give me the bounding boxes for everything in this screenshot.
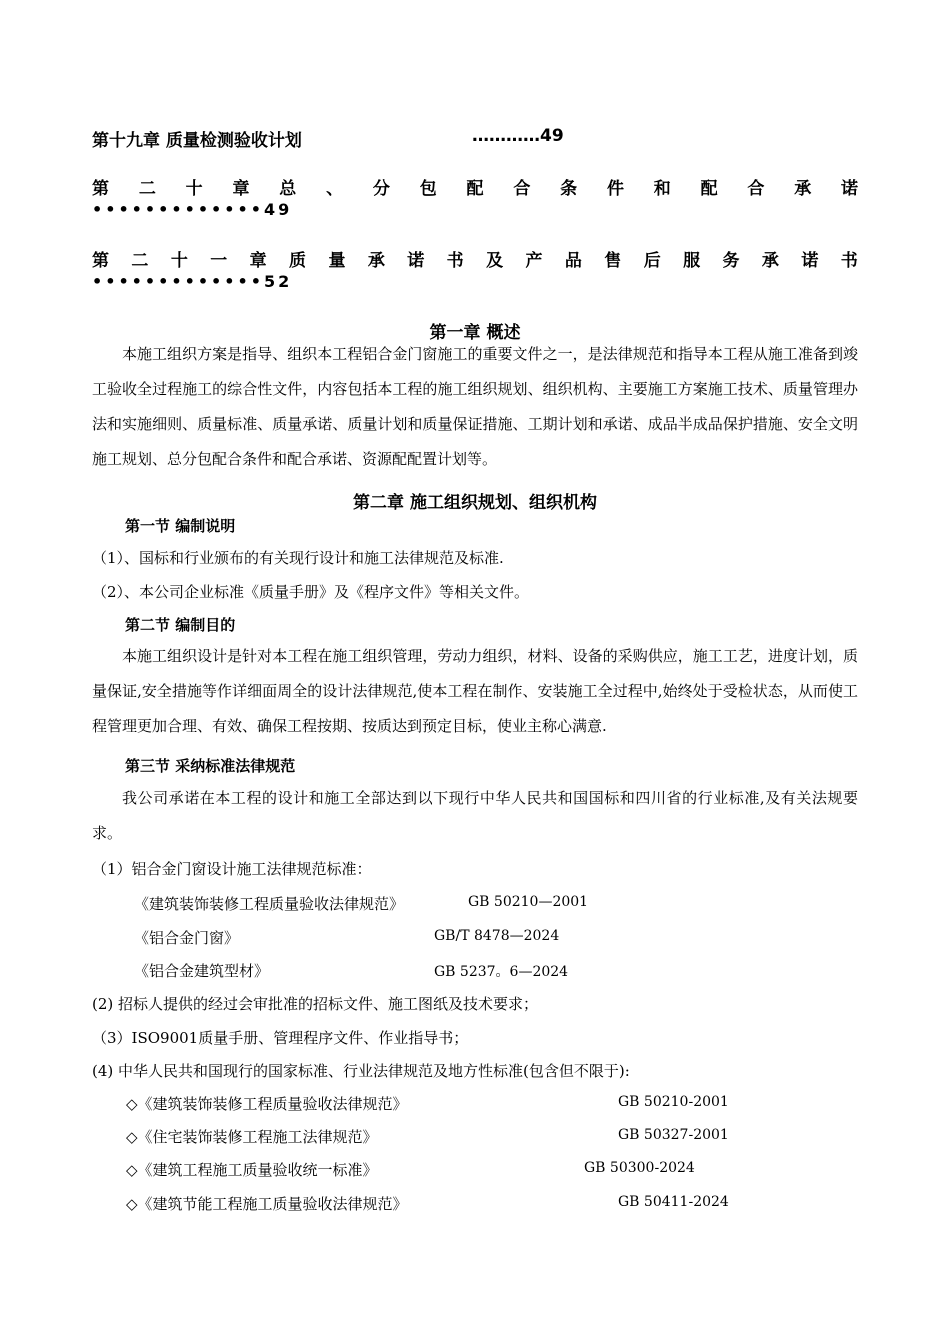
chapter1-title: 第一章 概述 [429, 323, 521, 343]
std1-name-2: 《铝合金门窗》 [134, 929, 240, 947]
ch20-title-char: 承 [794, 179, 812, 199]
ch21-title-char: 及 [486, 251, 504, 271]
section3-item-4: (4) 中华人民共和国现行的国家标准、行业法律规范及地方性标准(包含但不限于): [92, 1062, 630, 1080]
ch21-title-char: 后 [643, 251, 661, 271]
ch21-title-char: 诺 [801, 251, 819, 271]
ch21-title-char: 产 [525, 251, 543, 271]
toc-entry-ch21-page: •••••••••••••52 [92, 272, 293, 291]
std2-name-4: ◇《建筑节能工程施工质量验收法律规范》 [126, 1195, 408, 1213]
ch20-title-char: 配 [700, 179, 718, 199]
ch20-title-char: 包 [419, 179, 437, 199]
std2-name-2: ◇《住宅装饰装修工程施工法律规范》 [126, 1128, 378, 1146]
ch21-title-char: 量 [328, 251, 346, 271]
ch21-title-char: 承 [367, 251, 385, 271]
std1-name-3: 《铝合金建筑型材》 [134, 962, 270, 980]
ch21-title-char: 章 [249, 251, 267, 271]
ch20-title-char: 配 [466, 179, 484, 199]
section1-item-1: （1）、国标和行业颁布的有关现行设计和施工法律规范及标准. [92, 549, 504, 567]
ch21-title-char: 书 [446, 251, 464, 271]
ch20-title-char: 十 [185, 179, 203, 199]
ch21-title-char: 一 [210, 251, 228, 271]
ch21-title-char: 质 [289, 251, 307, 271]
ch20-title-char: 条 [560, 179, 578, 199]
std1-code-2: GB/T 8478—2024 [434, 928, 560, 944]
std1-name-1: 《建筑装饰装修工程质量验收法律规范》 [134, 895, 405, 913]
section2-body: 本施工组织设计是针对本工程在施工组织管理，劳动力组织，材料、设备的采购供应，施工工艺，进度计划，质量保证,安全措施等作详细面周全的设计法律规范,使本工程在制作、安装施工全过程中,始终处于受检状态，从而使工程管理更加合理、有效、确保工程按期、按质达到预定目标，使业主称心满意. [92, 647, 858, 735]
ch20-title-char: 章 [232, 179, 250, 199]
ch21-title-char: 售 [604, 251, 622, 271]
section3-body: 我公司承诺在本工程的设计和施工全部达到以下现行中华人民共和国国标和四川省的行业标准,及有关法规要求。 [92, 789, 858, 842]
toc-entry-ch20-page: •••••••••••••49 [92, 200, 293, 219]
chapter2-title: 第二章 施工组织规划、组织机构 [353, 493, 597, 513]
std2-code-4: GB 50411-2024 [618, 1194, 729, 1210]
ch21-title-char: 第 [92, 251, 109, 271]
section3-title: 第三节 采纳标准法律规范 [125, 757, 296, 775]
ch20-title-char: 和 [653, 179, 671, 199]
section2-title: 第二节 编制目的 [125, 616, 236, 634]
ch20-title-char: 二 [138, 179, 156, 199]
toc-entry-ch19-title: 第十九章 质量检测验收计划 [92, 131, 302, 151]
ch20-title-char: 合 [747, 179, 765, 199]
section3-item-3: （3）ISO9001质量手册、管理程序文件、作业指导书； [92, 1029, 469, 1047]
toc-entry-ch20-title [92, 174, 858, 199]
toc-entry-ch19-page: …………49 [472, 126, 564, 146]
ch21-title-char: 承 [761, 251, 779, 271]
ch21-title-char: 务 [722, 251, 740, 271]
section3-item-2: (2) 招标人提供的经过会审批准的招标文件、施工图纸及技术要求； [92, 995, 539, 1013]
ch21-title-char: 书 [840, 251, 858, 271]
ch20-title-char: 合 [513, 179, 531, 199]
ch21-title-char: 十 [170, 251, 188, 271]
chapter1-body: 本施工组织方案是指导、组织本工程铝合金门窗施工的重要文件之一，是法律规范和指导本工程从施工准备到竣工验收全过程施工的综合性文件，内容包括本工程的施工组织规划、组织机构、主要施工方案施工技术、质量管理办法和实施细则、质量标准、质量承诺、质量计划和质量保证措施、工期计划和承诺、成品半成品保护措施、安全文明施工规划、总分包配合条件和配合承诺、资源配配置计划等。 [92, 345, 858, 468]
std1-code-1: GB 50210—2001 [468, 894, 589, 910]
ch20-title-char: 、 [326, 179, 344, 199]
std1-code-3: GB 5237。6—2024 [434, 964, 569, 980]
std2-code-3: GB 50300-2024 [584, 1160, 695, 1176]
ch20-title-char: 件 [606, 179, 624, 199]
ch20-title-char: 分 [372, 179, 390, 199]
std2-code-2: GB 50327-2001 [618, 1127, 729, 1143]
toc-entry-ch21-title [92, 246, 858, 271]
ch20-title-char: 总 [279, 179, 297, 199]
ch21-title-char: 诺 [407, 251, 425, 271]
std2-name-1: ◇《建筑装饰装修工程质量验收法律规范》 [126, 1095, 408, 1113]
ch20-title-char: 诺 [841, 179, 858, 199]
std2-code-1: GB 50210-2001 [618, 1094, 729, 1110]
ch21-title-char: 服 [683, 251, 701, 271]
std2-name-3: ◇《建筑工程施工质量验收统一标准》 [126, 1161, 378, 1179]
ch21-title-char: 品 [564, 251, 582, 271]
section1-title: 第一节 编制说明 [125, 517, 236, 535]
ch21-title-char: 二 [131, 251, 149, 271]
section3-item-1: （1）铝合金门窗设计施工法律规范标准： [92, 860, 372, 878]
section1-item-2: （2）、本公司企业标准《质量手册》及《程序文件》等相关文件。 [92, 583, 530, 601]
ch20-title-char: 第 [92, 179, 109, 199]
